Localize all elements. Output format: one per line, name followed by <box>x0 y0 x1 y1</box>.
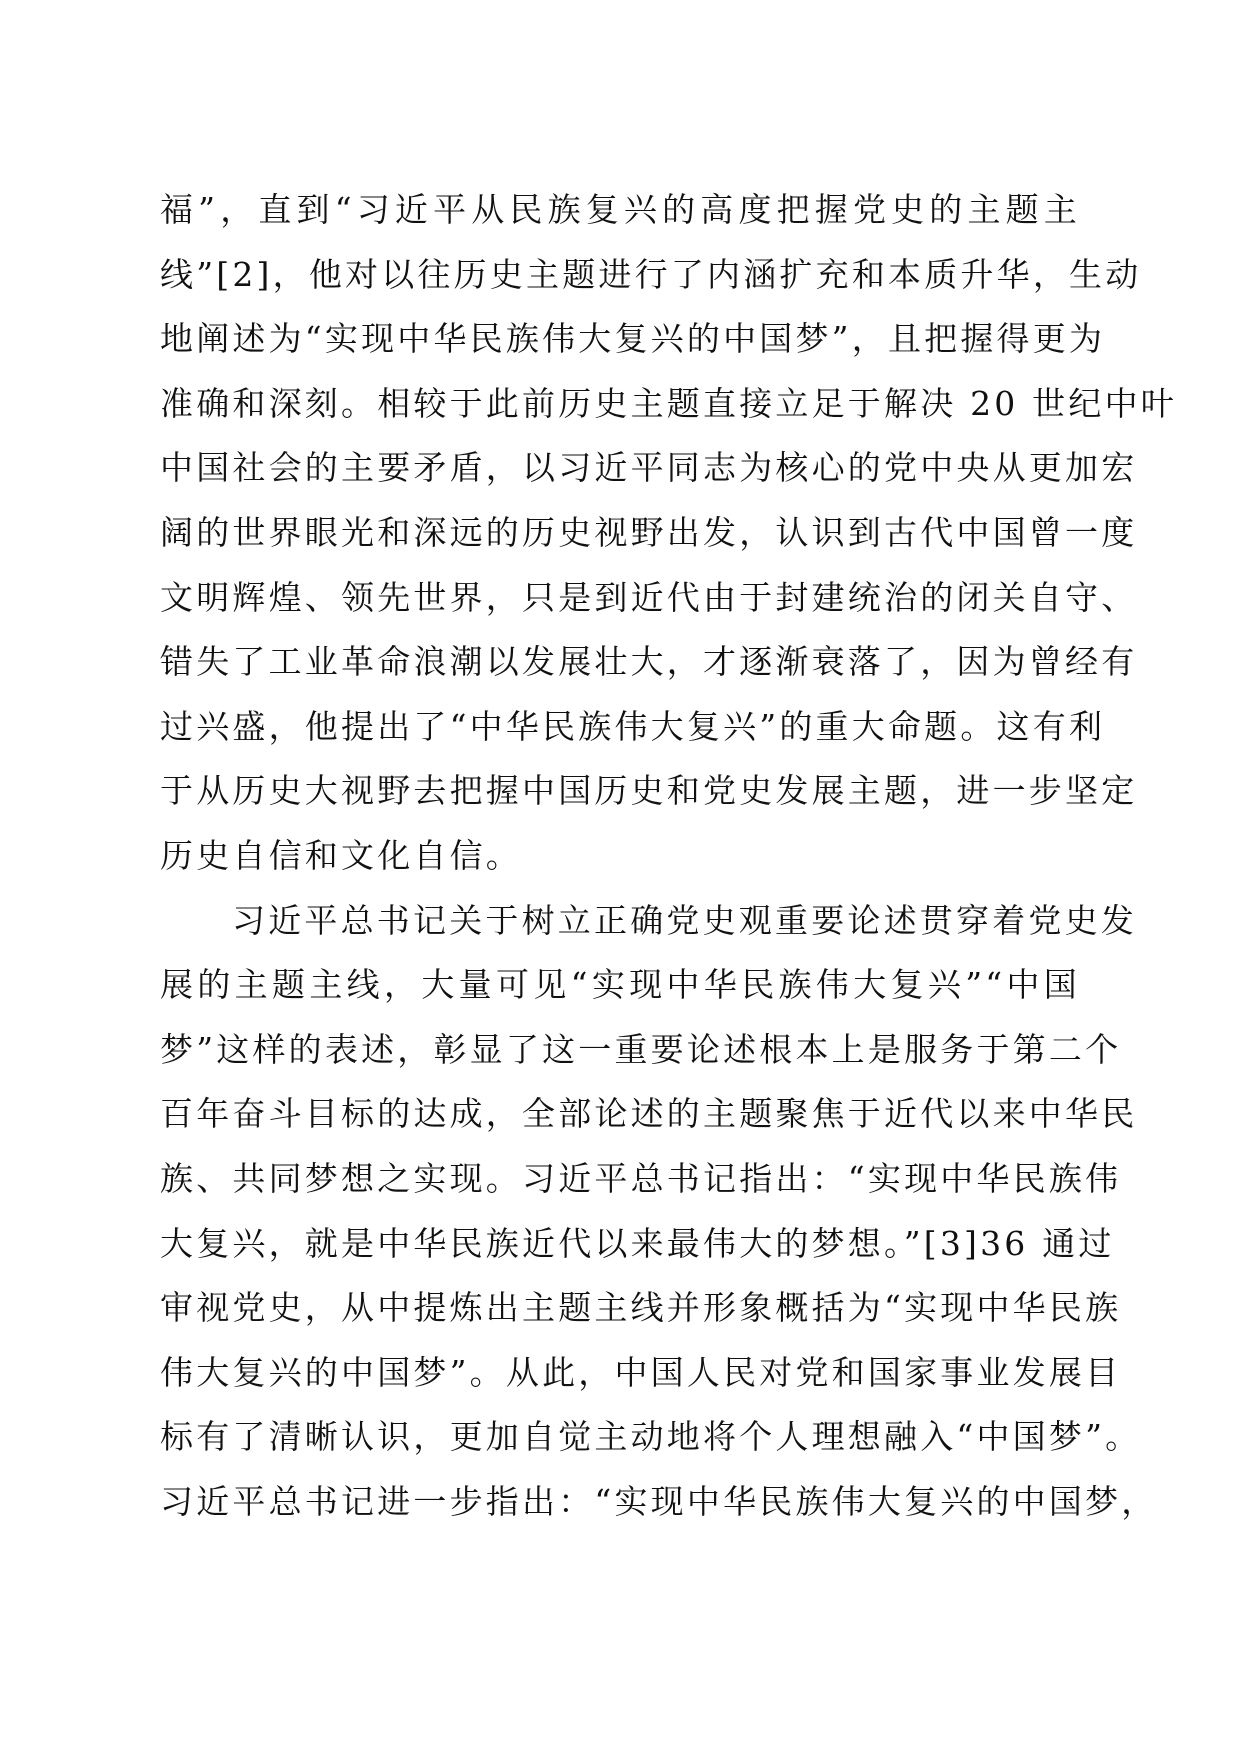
text-line: 错失了工业革命浪潮以发展壮大，才逐渐衰落了，因为曾经有 <box>160 642 1138 682</box>
paragraph-end-line: 历史自信和文化自信。 <box>160 835 522 875</box>
text-line: 地阐述为“实现中华民族伟大复兴的中国梦”，且把握得更为 <box>160 319 1106 359</box>
text-line: 准确和深刻。相较于此前历史主题直接立足于解决 20 世纪中叶 <box>160 383 1177 423</box>
text-line: 梦”这样的表述，彰显了这一重要论述根本上是服务于第二个 <box>160 1029 1122 1069</box>
text-line: 大复兴，就是中华民族近代以来最伟大的梦想。”[3]36 通过 <box>160 1223 1115 1263</box>
text-line: 过兴盛，他提出了“中华民族伟大复兴”的重大命题。这有利 <box>160 706 1106 746</box>
body-text <box>160 178 1177 1534</box>
text-line: 习近平总书记进一步指出：“实现中华民族伟大复兴的中国梦， <box>160 1481 1158 1521</box>
text-line: 展的主题主线，大量可见“实现中华民族伟大复兴”“中国 <box>160 965 1080 1005</box>
text-line: 百年奋斗目标的达成，全部论述的主题聚焦于近代以来中华民 <box>160 1094 1138 1134</box>
text-line: 阔的世界眼光和深远的历史视野出发，认识到古代中国曾一度 <box>160 512 1138 552</box>
text-line: 审视党史，从中提炼出主题主线并形象概括为“实现中华民族 <box>160 1288 1122 1328</box>
paragraph-start-line: 习近平总书记关于树立正确党史观重要论述贯穿着党史发 <box>232 900 1137 940</box>
text-line: 标有了清晰认识，更加自觉主动地将个人理想融入“中国梦”。 <box>160 1417 1142 1457</box>
text-line: 伟大复兴的中国梦”。从此，中国人民对党和国家事业发展目 <box>160 1352 1122 1392</box>
text-line: 福”，直到“习近平从民族复兴的高度把握党史的主题主 <box>160 190 1080 229</box>
text-line: 中国社会的主要矛盾，以习近平同志为核心的党中央从更加宏 <box>160 448 1138 488</box>
text-line: 族、共同梦想之实现。习近平总书记指出：“实现中华民族伟 <box>160 1158 1122 1198</box>
text-line: 文明辉煌、领先世界，只是到近代由于封建统治的闭关自守、 <box>160 577 1138 617</box>
text-line: 于从历史大视野去把握中国历史和党史发展主题，进一步坚定 <box>160 771 1138 811</box>
text-line: 线”[2]，他对以往历史主题进行了内涵扩充和本质升华，生动 <box>160 254 1142 294</box>
